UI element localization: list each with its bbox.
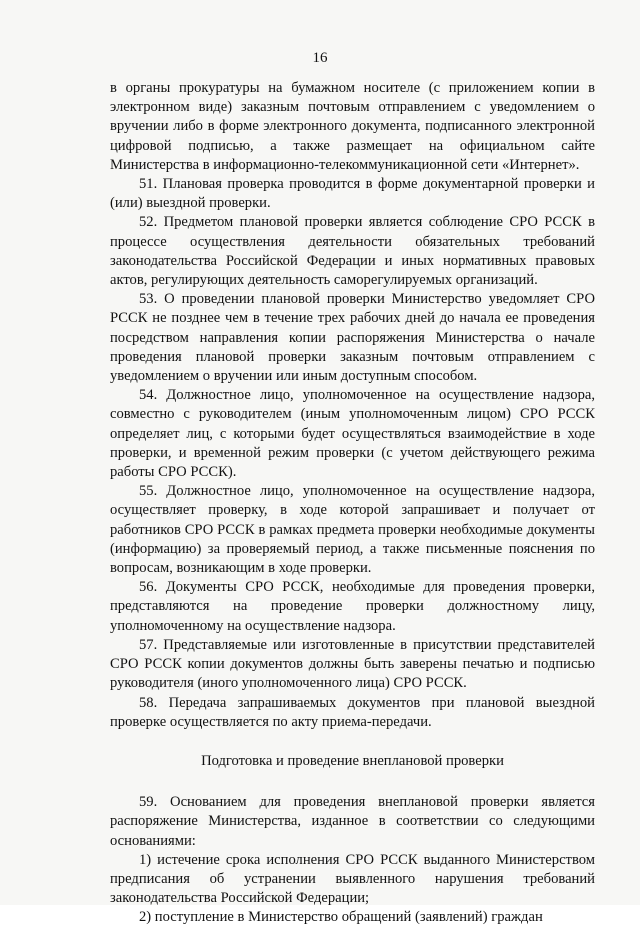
paragraph-58: 58. Передача запрашиваемых документов при плановой выездной проверке осуществляется по акту приема-передачи. [110,694,595,730]
paragraph-52: 52. Предметом плановой проверки является соблюдение СРО РССК в процессе осуществления деятельности обязательных требований законодательства Российской Федерации и иных нормативных правовых актов, регулирующих деятельность саморегулируемых организаций. [110,214,595,289]
paragraph-56: 56. Документы СРО РССК, необходимые для проведения проверки, представляются на проведение проверки должностному лицу, уполномоченному на осуществление надзора. [110,579,595,634]
list-item-2: 2) поступление в Министерство обращений (заявлений) граждан [139,909,543,926]
paragraph-51: 51. Плановая проверка проводится в форме документарной проверки и (или) выездной проверки. [110,176,595,212]
paragraph-57: 57. Представляемые или изготовленные в присутствии представителей СРО РССК копии документов должны быть заверены печатью и подписью руководителя (иного уполномоченного лица) СРО РССК. [110,636,595,692]
paragraph-53: 53. О проведении плановой проверки Министерство уведомляет СРО РССК не позднее чем в течение трех рабочих дней до начала ее проведения посредством направления копии распоряжения Министерства о начале проведения плановой проверки заказным почтовым отправлением с уведомлением о вручении или иным доступным способом. [110,291,595,385]
paragraph-continuation: в органы прокуратуры на бумажном носителе (с приложением копии в электронном виде) заказным почтовым отправлением с уведомлением о вручении либо в форме электронного документа, подписанного электронной цифровой подписью, а также размещает на официальном сайте Министерства в информационно-телекоммуникационной сети «Интернет». [110,80,595,173]
paragraph-55: 55. Должностное лицо, уполномоченное на осуществление надзора, осуществляет проверку, в ходе которой запрашивает и получает от работников СРО РССК в рамках предмета проверки необходимые документы (информацию) за проверяемый период, а также письменные пояснения по вопросам, возникающим в ходе проверки. [110,483,595,577]
page-number: 16 [312,50,328,66]
list-item-1: 1) истечение срока исполнения СРО РССК выданного Министерством предписания об устранении выявленного нарушения требований законодательства Российской Федерации; [110,851,595,907]
paragraph-54: 54. Должностное лицо, уполномоченное на осуществление надзора, совместно с руководителем (иным уполномоченным лицом) СРО РССК определяет лиц, с которыми будет осуществляться взаимодействие в ходе проверки, и временной режим проверки (с учетом действующего режима работы СРО РССК). [110,387,595,481]
section-heading: Подготовка и проведение внеплановой проверки [201,752,504,769]
paragraph-59: 59. Основанием для проведения внеплановой проверки является распоряжение Министерства, изданное в соответствии со следующими основаниями: [110,794,595,849]
document-body [110,79,595,928]
